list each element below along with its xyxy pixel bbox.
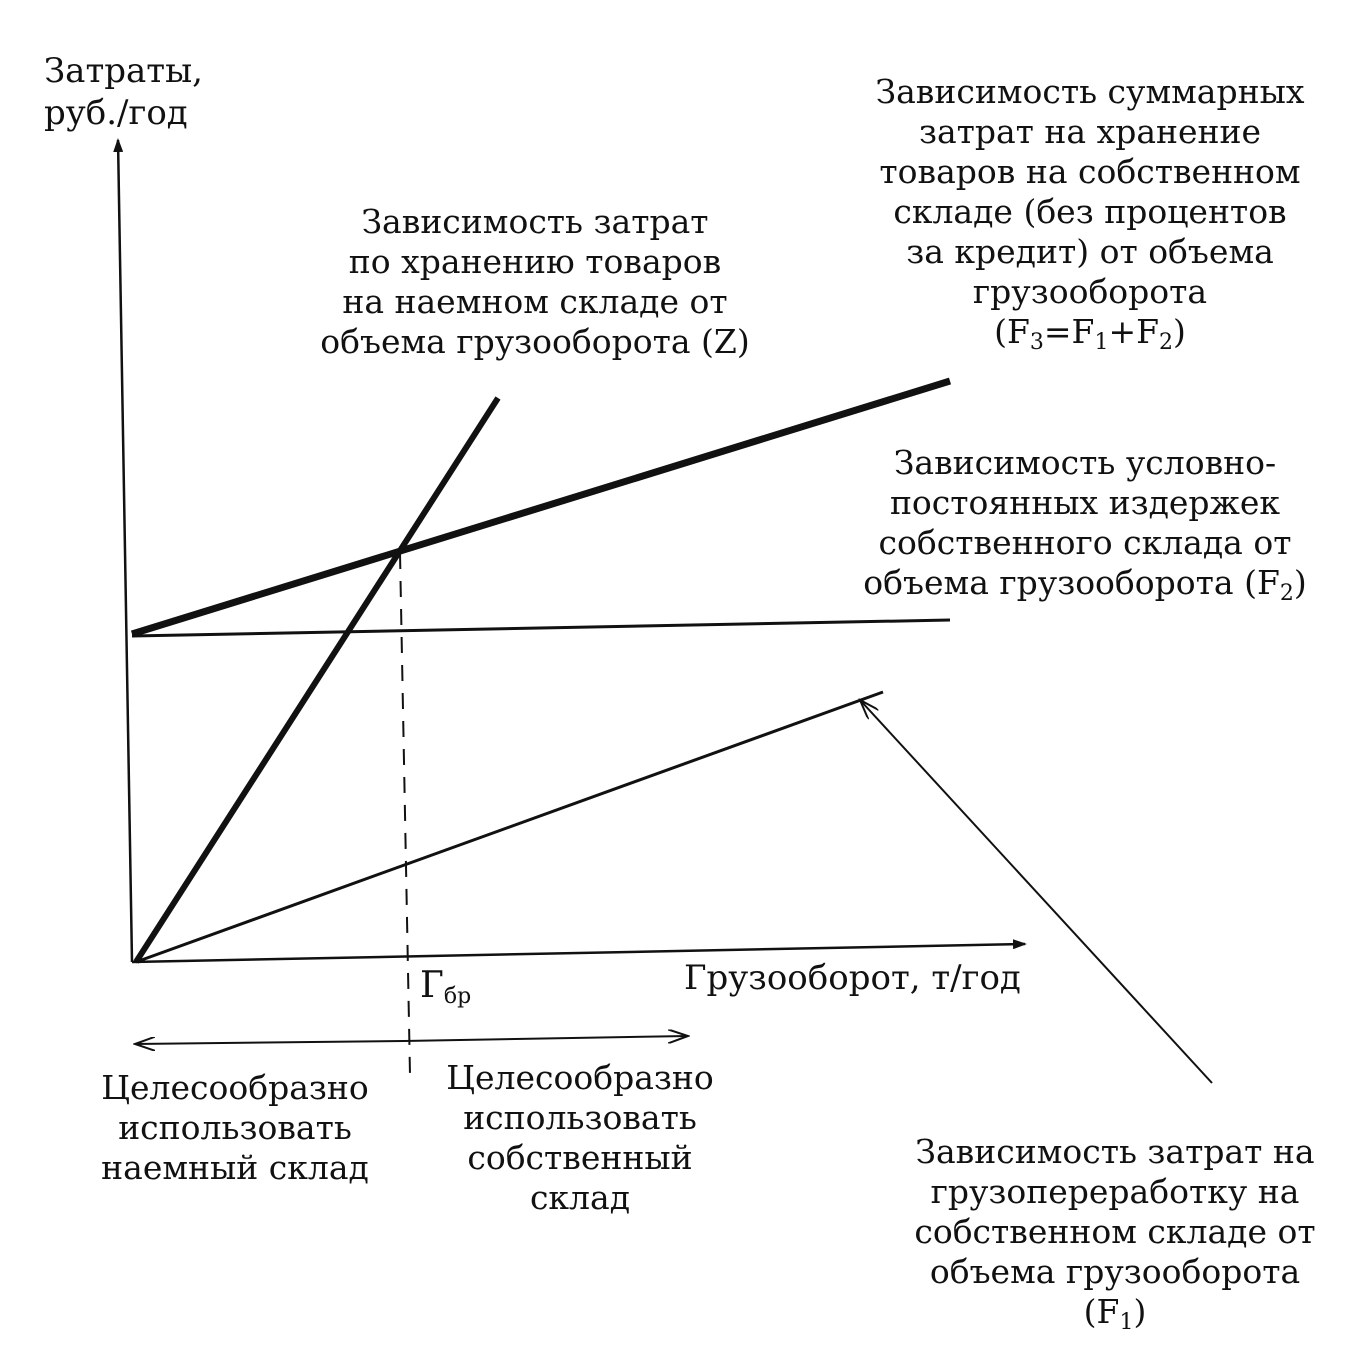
region-arrow-left <box>135 1041 404 1044</box>
breakeven-label <box>420 966 471 1017</box>
line-f2-fixed-costs <box>132 620 950 636</box>
line-z-hired-warehouse <box>136 398 498 962</box>
region-arrow-right <box>404 1036 688 1041</box>
region-left-label: Целесообразно использовать наемный склад <box>101 1068 369 1187</box>
label-f3-text: Зависимость суммарных затрат на хранение товаров на собственном складе (без процентов за кредит) от объема грузооборота <box>875 72 1305 311</box>
line-f1-handling-costs <box>136 692 883 962</box>
label-f1-text: Зависимость затрат на грузопереработку на собственном складе от объема грузооборота <box>914 1132 1316 1291</box>
y-axis-label: Затраты, руб./год <box>44 51 203 133</box>
label-f2-text: Зависимость условно- постоянных издержек собственного склада от объема грузооборота (F <box>863 443 1292 602</box>
x-axis-label: Грузооборот, т/год <box>684 958 1021 998</box>
label-f2: Зависимость условно- постоянных издержек собственного склада от объема грузооборота $(F_2)$ <box>863 443 1307 606</box>
label-f1-formula: $(F_1)$ <box>1083 1292 1147 1335</box>
label-f1 <box>870 1132 1360 1343</box>
y-axis <box>118 140 132 962</box>
f1-pointer-arrow <box>860 700 1212 1083</box>
label-f2-sub: 2 <box>1279 581 1294 606</box>
label-z: Зависимость затрат по хранению товаров на наемном складе от объема грузооборота (Z) <box>320 202 750 361</box>
breakeven-label-sub: бр <box>443 984 472 1009</box>
label-f3 <box>840 72 1340 363</box>
line-f3-total-own-warehouse <box>132 381 950 634</box>
breakeven-label-main: Г <box>420 965 444 1006</box>
label-f3-formula: $(F_3=F_1+F_2)$ <box>994 312 1186 355</box>
region-right-label: Целесообразно использовать собственный склад <box>446 1058 714 1217</box>
